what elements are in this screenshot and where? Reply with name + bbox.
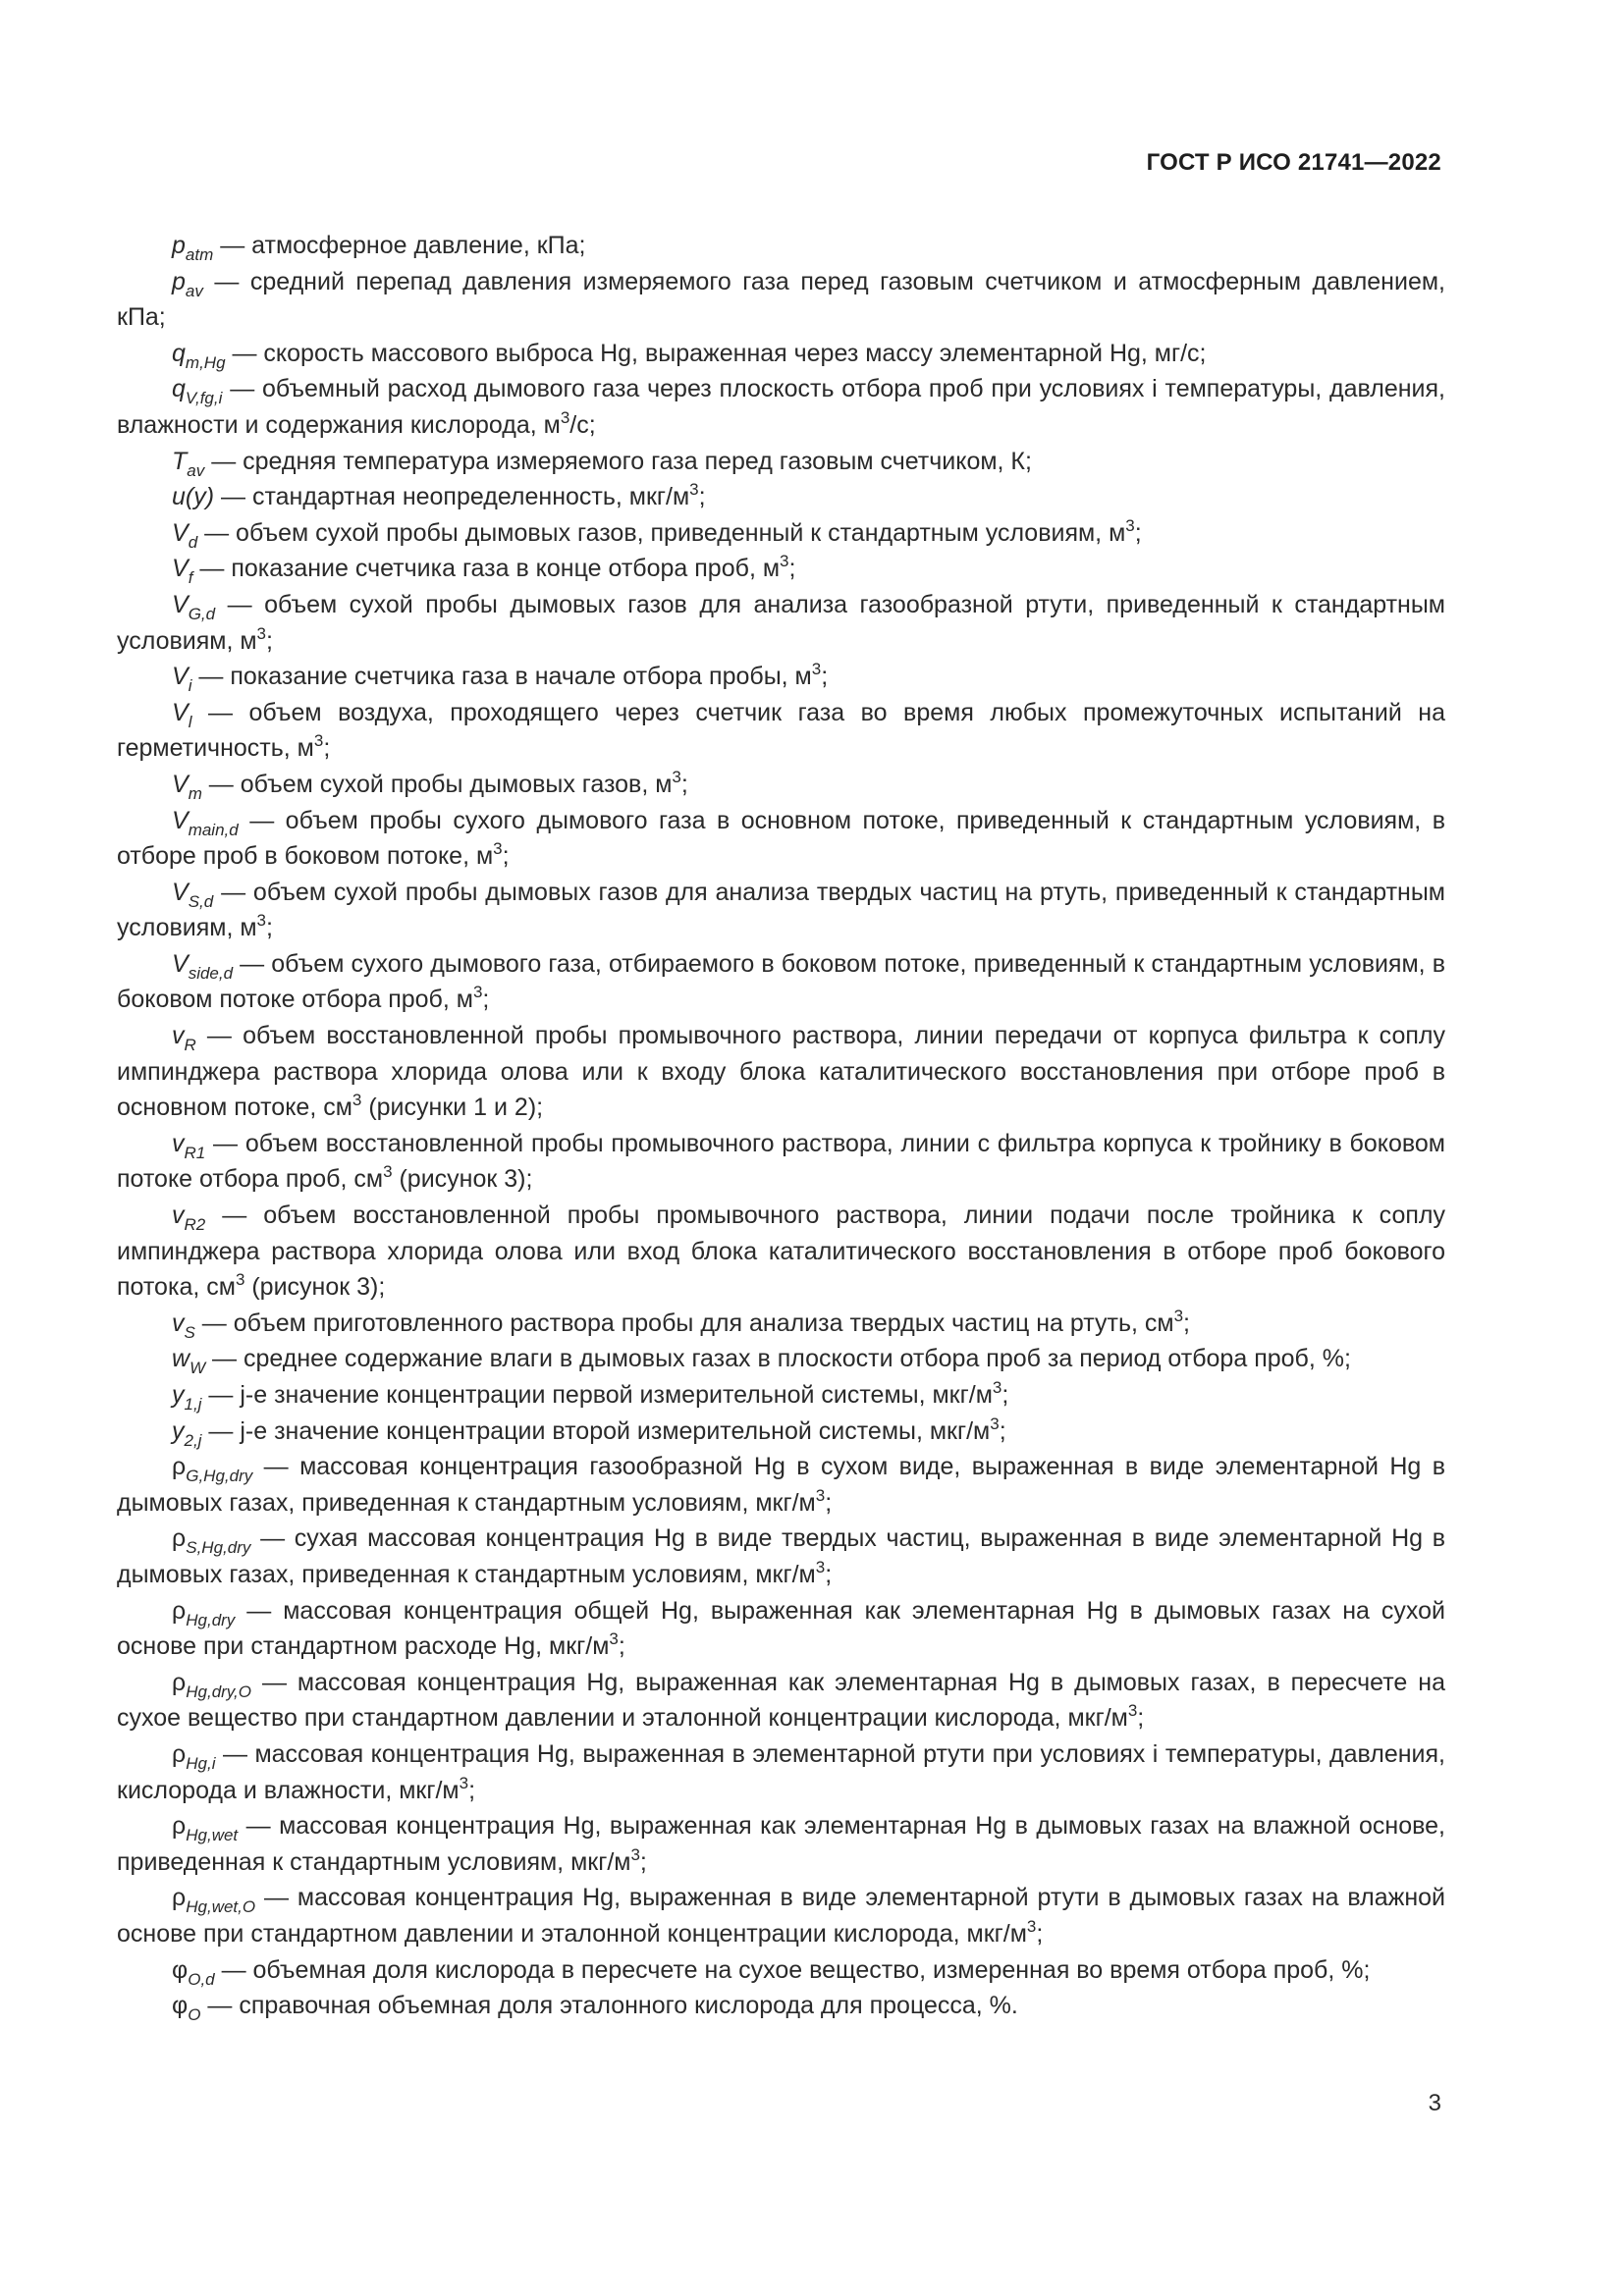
symbol-definitions-list: [117, 228, 1445, 2024]
definition-symbol: $V_i$: [172, 663, 192, 696]
definition-item: [117, 875, 1445, 946]
definition-symbol: $\varphi_{O,d}$: [172, 1955, 215, 1989]
definition-symbol: u(y): [172, 483, 215, 511]
definition-text: — объем сухой пробы дымовых газов для анализа газообразной ртути, приведенный к стандартным условиям, $м^3$;: [117, 590, 1445, 655]
definition-symbol: $V_{side,d}$: [172, 949, 234, 983]
definition-text: — скорость массового выброса Hg, выраженная через массу элементарной Hg, мг/с;: [225, 339, 1207, 367]
definition-item: [117, 371, 1445, 443]
definition-text: — объем сухой пробы дымовых газов, $м^3$;: [201, 767, 688, 798]
definition-item: [117, 587, 1445, 659]
definition-text: — объем пробы сухого дымового газа в основном потоке, приведенный к стандартным условиям, в отборе проб в боковом потоке, $м^3$;: [117, 806, 1445, 871]
definition-item: [117, 1018, 1445, 1126]
definition-text: — объем воздуха, проходящего через счетчик газа во время любых промежуточных испытаний на герметичность, $м^3$;: [117, 698, 1445, 763]
definition-item: [117, 1988, 1445, 2024]
definition-text: — массовая концентрация Hg, выраженная как элементарная Hg в дымовых газах на влажной основе, приведенная к стандартным условиям, мкг/$м^3$;: [117, 1812, 1445, 1876]
definition-item: [117, 1880, 1445, 1951]
definition-text: — объемная доля кислорода в пересчете на сухое вещество, измеренная во время отбора проб, %;: [214, 1955, 1371, 1984]
definition-symbol: $v_{R2}$: [172, 1201, 206, 1235]
definition-symbol: $V_f$: [172, 555, 193, 588]
definition-symbol: $V_d$: [172, 518, 198, 552]
definition-text: — объем сухой пробы дымовых газов, приведенный к стандартным условиям, $м^3$;: [197, 515, 1142, 547]
definition-item: [117, 336, 1445, 372]
definition-symbol: $q_{V,fg,i}$: [172, 375, 223, 408]
definition-symbol: $p_{av}$: [172, 267, 203, 300]
definition-text: — массовая концентрация газообразной Hg в сухом виде, выраженная в виде элементарной Hg в дымовых газах, приведенная к стандартным условиям, мкг/$м^3$;: [117, 1453, 1445, 1517]
definition-item: [117, 803, 1445, 875]
definition-text: — показание счетчика газа в конце отбора проб, $м^3$;: [192, 552, 796, 583]
definition-symbol: $V_{G,d}$: [172, 590, 216, 623]
definition-text: — среднее содержание влаги в дымовых газах в плоскости отбора проб за период отбора проб, %;: [205, 1345, 1351, 1373]
definition-item: [117, 1198, 1445, 1306]
definition-text: — массовая концентрация Hg, выраженная в элементарной ртути при условиях i температуры, давления, кислорода и влажности, мкг/$м^3$;: [117, 1739, 1445, 1804]
definition-text: — объем восстановленной пробы промывочного раствора, линии подачи после тройника к соплу импинджера раствора хлорида олова или вход блока каталитического восстановления в отборе проб бокового потока, $см^3$ (рисунок 3);: [117, 1201, 1445, 1302]
definition-item: [117, 1521, 1445, 1592]
definition-item: [117, 1449, 1445, 1521]
definition-item: [117, 264, 1445, 336]
page-number: 3: [1428, 2090, 1441, 2116]
definition-text: — массовая концентрация Hg, выраженная как элементарная Hg в дымовых газах, в пересчете на сухое вещество при стандартном давлении и эталонной концентрации кислорода, мкг/$м^3$;: [117, 1668, 1445, 1733]
definition-text: — объемный расход дымового газа через плоскость отбора проб при условиях i температуры, давления, влажности и содержания кислорода, $м^3/с$;: [117, 375, 1445, 439]
definition-item: [117, 946, 1445, 1018]
definition-text: — массовая концентрация Hg, выраженная в виде элементарной ртути в дымовых газах на влажной основе при стандартном давлении и эталонной концентрации кислорода, мкг/$м^3$;: [117, 1884, 1445, 1948]
definition-symbol: $V_{S,d}$: [172, 878, 214, 911]
definition-symbol: $q_{m,Hg}$: [172, 339, 226, 372]
definition-item: [117, 1808, 1445, 1880]
definition-item: [117, 1414, 1445, 1450]
definition-item: [117, 767, 1445, 803]
definition-text: — объем восстановленной пробы промывочного раствора, линии с фильтра корпуса к тройнику в боковом потоке отбора проб, $см^3$ (рисунок 3);: [117, 1129, 1445, 1194]
definition-item: [117, 444, 1445, 480]
definition-text: — объем приготовленного раствора пробы для анализа твердых частиц на ртуть, $см^3$;: [194, 1306, 1190, 1337]
definition-symbol: $v_{R1}$: [172, 1129, 206, 1162]
definition-symbol: $V_{main,d}$: [172, 806, 239, 839]
definition-text: — объем сухого дымового газа, отбираемого в боковом потоке, приведенный к стандартным условиям, в боковом потоке отбора проб, $м^3$;: [117, 949, 1445, 1014]
definition-symbol: $\rho_{S,Hg,dry}$: [172, 1524, 251, 1558]
definition-symbol: $\rho_{Hg,dry,O}$: [172, 1668, 251, 1701]
definition-symbol: $v_R$: [172, 1022, 196, 1055]
definition-text: — j-е значение концентрации второй измерительной системы, мкг/$м^3$;: [201, 1414, 1006, 1445]
definition-text: — стандартная неопределенность, мкг/$м^3$;: [214, 480, 706, 511]
definition-symbol: $p_{atm}$: [172, 232, 214, 264]
definition-symbol: $y_{2,j}$: [172, 1416, 202, 1450]
definition-item: [117, 228, 1445, 264]
definition-symbol: $V_l$: [172, 698, 192, 731]
definition-text: — средняя температура измеряемого газа перед газовым счетчиком, К;: [204, 447, 1032, 475]
definition-item: [117, 479, 1445, 515]
definition-symbol: $w_W$: [172, 1345, 206, 1378]
definition-item: [117, 1306, 1445, 1342]
definition-item: [117, 515, 1445, 552]
definition-item: [117, 659, 1445, 695]
definition-symbol: $\rho_{G,Hg,dry}$: [172, 1453, 253, 1486]
definition-symbol: $y_{1,j}$: [172, 1381, 202, 1414]
definition-item: [117, 1377, 1445, 1414]
definition-text: — массовая концентрация общей Hg, выраженная как элементарная Hg в дымовых газах на сухой основе при стандартном расходе Hg, мкг/$м^3$;: [117, 1596, 1445, 1661]
definition-item: [117, 1341, 1445, 1377]
definition-text: — справочная объемная доля эталонного кислорода для процесса, %.: [200, 1992, 1018, 2020]
definition-text: — атмосферное давление, кПа;: [213, 232, 586, 259]
definition-symbol: $V_m$: [172, 770, 202, 803]
definition-item: [117, 551, 1445, 587]
definition-symbol: $\rho_{Hg,dry}$: [172, 1596, 236, 1629]
definition-text: — j-е значение концентрации первой измерительной системы, мкг/$м^3$;: [201, 1378, 1009, 1409]
definition-text: — объем восстановленной пробы промывочного раствора, линии передачи от корпуса фильтра к соплу импинджера раствора хлорида олова или к входу блока каталитического восстановления при отборе проб в основном потоке, $см^3$ (рисунки 1 и 2);: [117, 1022, 1445, 1122]
definition-item: [117, 1952, 1445, 1989]
definition-text: — сухая массовая концентрация Hg в виде твердых частиц, выраженная в виде элементарной Hg в дымовых газах, приведенная к стандартным условиям, мкг/$м^3$;: [117, 1524, 1445, 1588]
definition-item: [117, 1126, 1445, 1198]
definition-symbol: $v_S$: [172, 1308, 195, 1342]
definition-text: — показание счетчика газа в начале отбора пробы, $м^3$;: [191, 660, 829, 691]
definition-item: [117, 1665, 1445, 1736]
definition-symbol: $\rho_{Hg,wet,O}$: [172, 1884, 256, 1917]
document-header: ГОСТ Р ИСО 21741—2022: [1146, 149, 1441, 176]
definition-item: [117, 695, 1445, 767]
definition-symbol: $T_{av}$: [172, 447, 205, 480]
definition-item: [117, 1736, 1445, 1808]
definition-symbol: $\rho_{Hg,i}$: [172, 1739, 216, 1773]
definition-text: — средний перепад давления измеряемого газа перед газовым счетчиком и атмосферным давлением, кПа;: [117, 267, 1445, 332]
definition-symbol: $\rho_{Hg,wet}$: [172, 1812, 239, 1845]
definition-text: — объем сухой пробы дымовых газов для анализа твердых частиц на ртуть, приведенный к стандартным условиям, $м^3$;: [117, 878, 1445, 942]
definition-symbol: $\varphi_O$: [172, 1992, 201, 2025]
definition-item: [117, 1593, 1445, 1665]
